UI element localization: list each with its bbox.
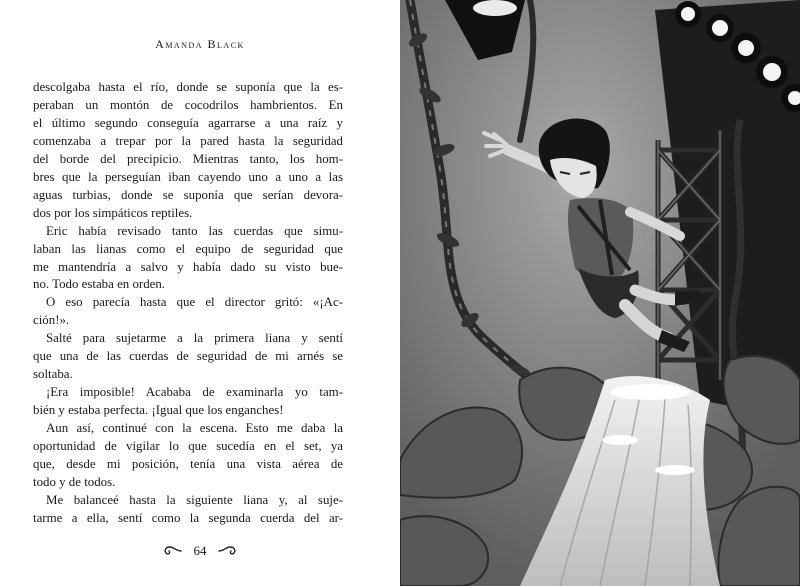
left-flourish-icon xyxy=(160,545,182,557)
text-line: tarme a ella, sentí como la segunda cuerda del ar- xyxy=(33,510,343,525)
text-line: del borde del precipicio. Mientras tanto, los hom- xyxy=(33,151,343,166)
right-flourish-icon xyxy=(218,545,240,557)
text-line: aguas turbias, donde se suponía que serían devora- xyxy=(33,187,343,202)
illustration-girl-swinging-on-vine-icon xyxy=(400,0,800,586)
text-line: oportunidad de vigilar lo que sucedía en el set, ya xyxy=(33,439,343,454)
text-line: que, desde mi posición, tenía una vista aérea de xyxy=(33,457,343,472)
text-line: peraban un montón de cocodrilos hambrientos. En xyxy=(33,97,343,112)
text-line: Me balanceé hasta la siguiente liana y, al suje- xyxy=(46,492,343,507)
illustration-page xyxy=(400,0,800,586)
text-line: no. Todo estaba en orden. xyxy=(33,277,166,292)
text-line: Salté para sujetarme a la primera liana y sentí xyxy=(46,331,343,346)
text-line: soltaba. xyxy=(33,367,73,382)
body-text xyxy=(33,79,343,528)
text-line: O eso parecía hasta que el director gritó: «¡Ac- xyxy=(46,295,343,310)
text-line: bién y estaba perfecta. ¡Igual que los enganches! xyxy=(33,403,284,418)
text-line: comenzaba a trepar por la pared hasta la seguridad xyxy=(33,133,343,148)
text-line: me mantendría a salvo y había dado su visto bue- xyxy=(33,259,343,274)
page-number: 64 xyxy=(193,543,207,559)
text-line: descolgaba hasta el río, donde se suponía que la es- xyxy=(33,80,343,94)
text-line: ción!». xyxy=(33,313,70,328)
running-head: Amanda Black xyxy=(155,37,245,51)
text-line: bres que la perseguían iban cayendo uno a uno a las xyxy=(33,169,343,184)
page-folio xyxy=(0,542,400,559)
text-line: todo y de todos. xyxy=(33,474,116,489)
text-line: Eric había revisado tanto las cuerdas que simu- xyxy=(46,223,343,238)
text-line: Aun así, continué con la escena. Esto me daba la xyxy=(46,421,343,436)
text-line: ¡Era imposible! Acababa de examinarla yo tam- xyxy=(46,385,343,400)
text-line: el último segundo conseguía agarrarse a una raíz y xyxy=(33,115,343,130)
text-line: laban las lianas como el equipo de seguridad que xyxy=(33,241,343,256)
text-line: dos por los simpáticos reptiles. xyxy=(33,205,193,220)
text-line: que una de las cuerdas de seguridad de mi arnés se xyxy=(33,349,343,364)
